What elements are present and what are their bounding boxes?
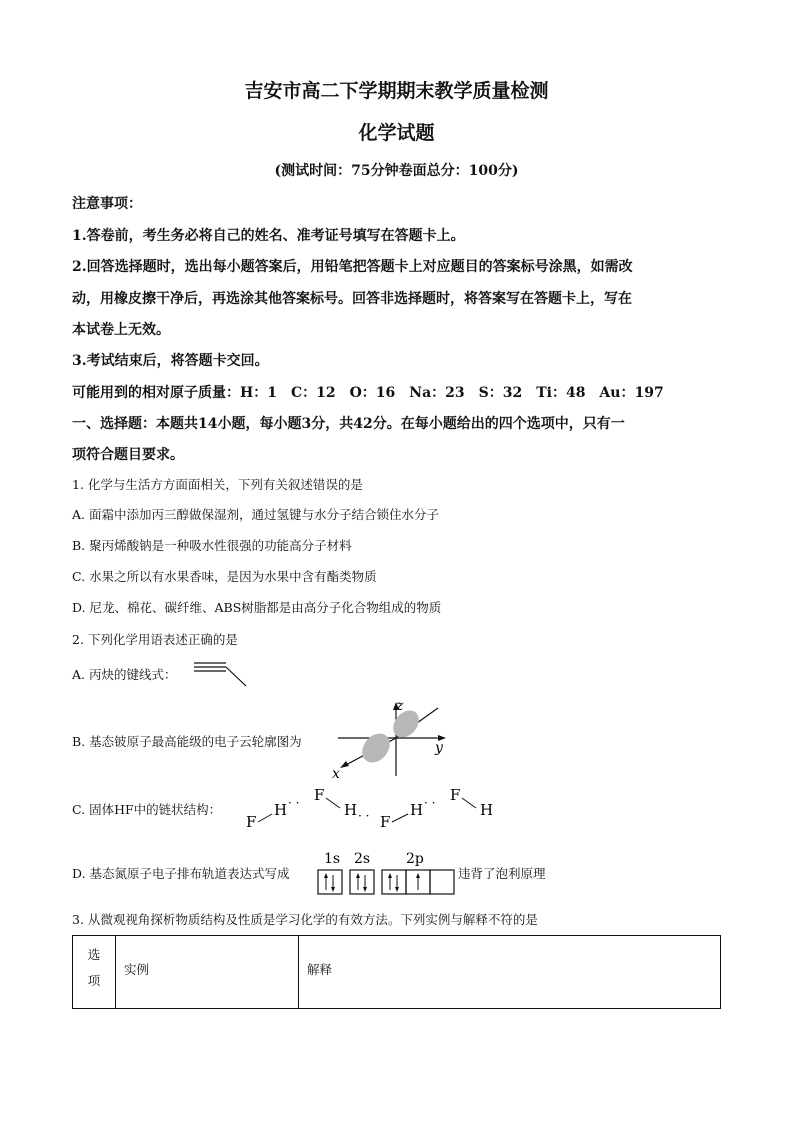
svg-text:· ·: · · [288, 796, 300, 810]
q1-option-a: A. 面霜中添加丙三醇做保湿剂，通过氢键与水分子结合锁住水分子 [72, 507, 439, 522]
q3-stem: 3. 从微观视角探析物质结构及性质是学习化学的有效方法。下列实例与解释不符的是 [72, 912, 538, 927]
notes-heading: 注意事项： [72, 196, 142, 212]
section-heading-line1: 一、选择题：本题共14小题，每小题3分，共42分。在每小题给出的四个选项中，只有一 [72, 416, 625, 432]
notes-item-2-line3: 本试卷上无效。 [72, 322, 170, 338]
q2-option-b: B. 基态铍原子最高能级的电子云轮廓图为 [72, 734, 302, 749]
header-option-char2: 项 [87, 973, 101, 988]
hf-chain-structure [242, 780, 502, 832]
orbital-label-2p: 2p [406, 851, 424, 867]
notes-item-1: 1.答卷前，考生务必将自己的姓名、准考证号填写在答题卡上。 [72, 228, 465, 244]
svg-text:· ·: · · [358, 809, 370, 823]
atomic-masses: 可能用到的相对原子质量：H：1 C：12 O：16 Na：23 S：32 Ti：48 Au：197 [72, 385, 664, 401]
axis-x-label: x [332, 766, 340, 782]
q1-option-c: C. 水果之所以有水果香味，是因为水果中含有酯类物质 [72, 569, 377, 584]
table-header-example: 实例 [116, 936, 299, 1009]
hf-atom-h3: H [410, 801, 424, 819]
exam-time-note: (测试时间：75分钟卷面总分：100分) [274, 163, 519, 179]
orbital-label-1s: 1s [324, 851, 341, 867]
axis-z-label: z [396, 698, 404, 714]
notes-item-2-line2: 动，用橡皮擦干净后，再选涂其他答案标号。回答非选择题时，将答案写在答题卡上，写在 [72, 291, 632, 307]
header-option-char1: 选 [87, 947, 101, 962]
hf-atom-h4: H [480, 801, 494, 819]
q1-option-d: D. 尼龙、棉花、碳纤维、ABS树脂都是由高分子化合物组成的物质 [72, 600, 442, 615]
nitrogen-orbital-diagram [316, 846, 458, 896]
p-orbital-diagram [330, 698, 450, 782]
q2-stem: 2. 下列化学用语表述正确的是 [72, 632, 238, 647]
q2-option-a: A. 丙炔的键线式： [72, 667, 177, 682]
propyne-skeletal-formula [192, 660, 252, 690]
notes-item-3: 3.考试结束后，将答题卡交回。 [72, 353, 269, 369]
q1-stem: 1. 化学与生活方方面面相关，下列有关叙述错误的是 [72, 477, 363, 492]
hf-atom-f2: F [314, 786, 325, 804]
table-header-option [73, 936, 116, 1009]
hf-atom-h1: H [274, 801, 288, 819]
q2-option-d-prefix: D. 基态氮原子电子排布轨道表达式写成 [72, 866, 290, 881]
orbital-label-2s: 2s [354, 851, 371, 867]
axis-y-label: y [435, 740, 443, 756]
hf-atom-f3: F [380, 813, 391, 831]
table-header-explanation: 解释 [299, 936, 721, 1009]
table-row [73, 936, 721, 1009]
notes-item-2-line1: 2.回答选择题时，选出每小题答案后，用铅笔把答题卡上对应题目的答案标号涂黑，如需改 [72, 259, 633, 275]
section-heading-line2: 项符合题目要求。 [72, 447, 184, 463]
page-subtitle: 化学试题 [358, 122, 435, 144]
hf-atom-h2: H [344, 801, 358, 819]
page-title: 吉安市高二下学期期末教学质量检测 [244, 80, 549, 102]
q2-option-c: C. 固体HF中的链状结构： [72, 802, 222, 817]
hf-atom-f1: F [246, 813, 257, 831]
svg-text:· ·: · · [424, 796, 436, 810]
q3-table [72, 935, 721, 1009]
q2-option-d-suffix: 违背了泡利原理 [458, 866, 546, 881]
q1-option-b: B. 聚丙烯酸钠是一种吸水性很强的功能高分子材料 [72, 538, 352, 553]
hf-atom-f4: F [450, 786, 461, 804]
